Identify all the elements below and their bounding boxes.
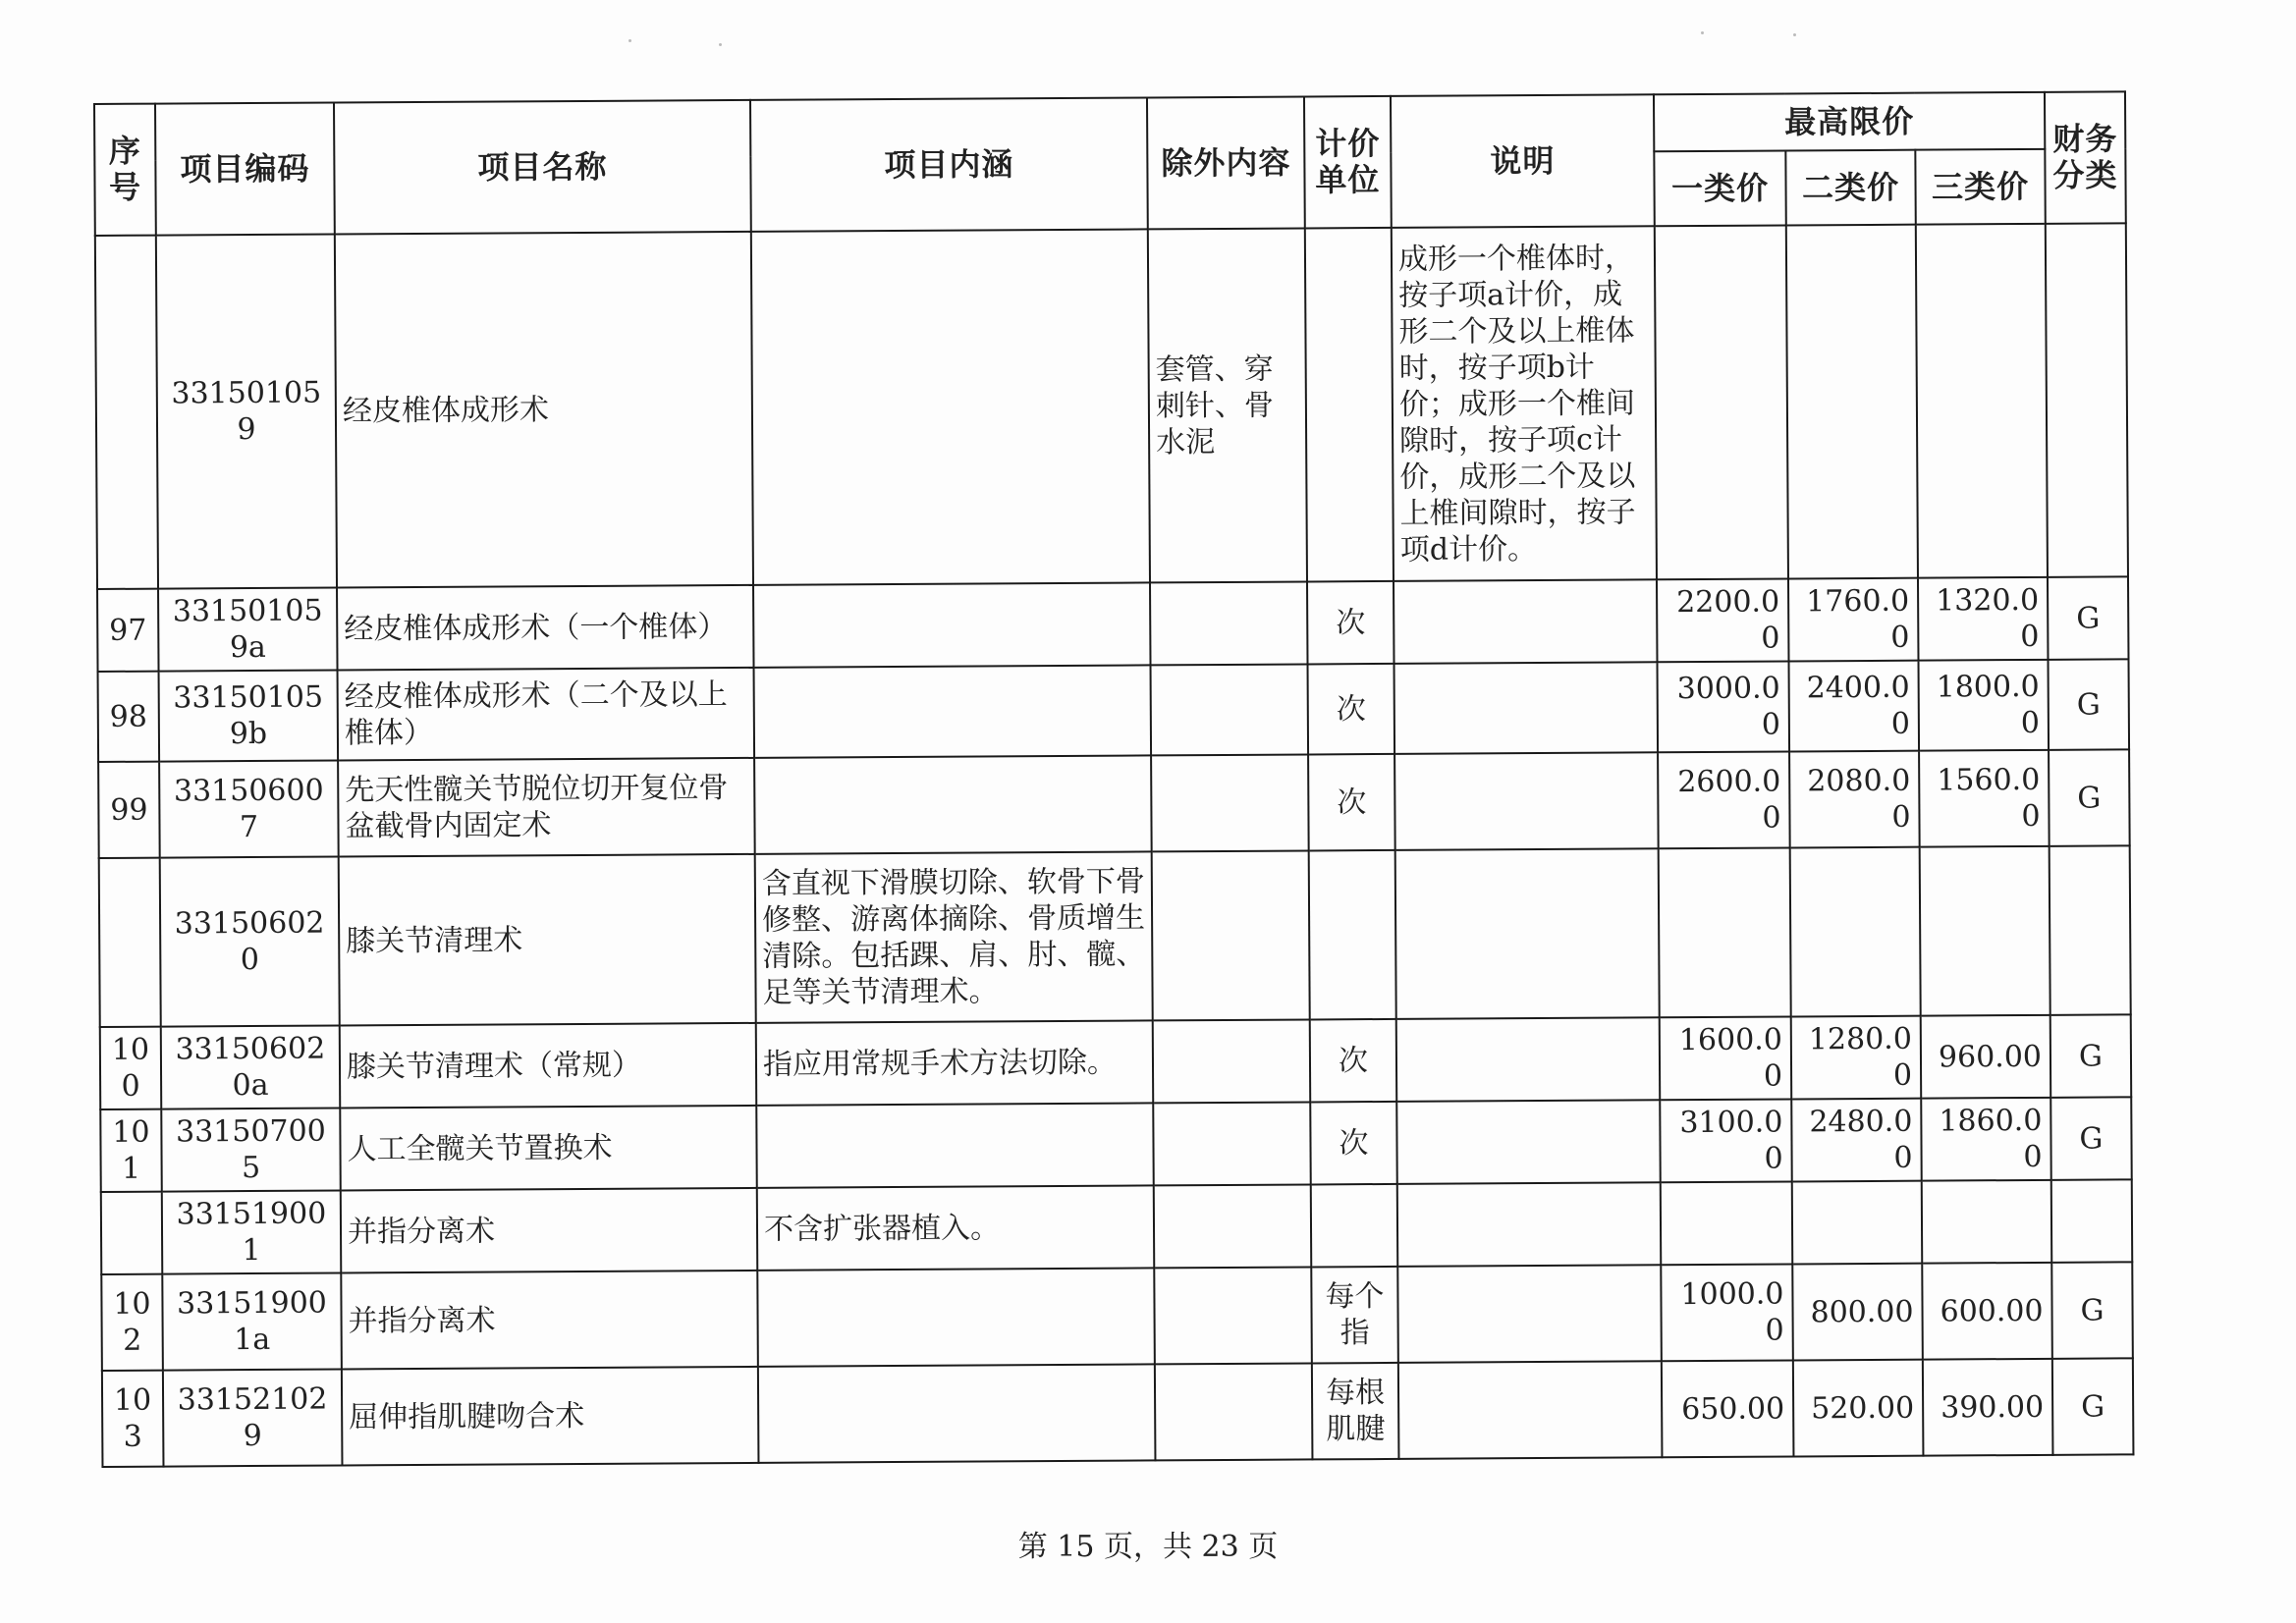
cell-price2: 2480.00	[1791, 1099, 1922, 1182]
cell-price3: 1860.00	[1921, 1098, 2051, 1181]
cell-excluded	[1153, 1102, 1311, 1185]
cell-code: 331506020a	[161, 1025, 341, 1109]
cell-price2	[1792, 1181, 1923, 1265]
table-row	[100, 1097, 2131, 1192]
cell-code: 331519001	[162, 1190, 342, 1273]
cell-price3	[1922, 1180, 2052, 1264]
cell-excluded	[1155, 1363, 1313, 1460]
cell-price3: 960.00	[1921, 1015, 2051, 1099]
cell-excluded	[1154, 1267, 1312, 1364]
cell-unit: 次	[1310, 1019, 1397, 1103]
cell-category: G	[2050, 1097, 2132, 1179]
cell-unit: 次	[1308, 664, 1395, 755]
header-unit: 计价单位	[1304, 96, 1392, 229]
header-price-group: 最高限价	[1654, 92, 2045, 151]
cell-content	[751, 229, 1150, 584]
cell-category	[2051, 1179, 2133, 1262]
cell-name: 先天性髋关节脱位切开复位骨盆截骨内固定术	[338, 758, 755, 857]
table-row	[99, 845, 2131, 1027]
cell-seq	[95, 236, 158, 589]
cell-category: G	[2048, 659, 2129, 749]
cell-seq: 103	[102, 1371, 164, 1467]
cell-unit	[1305, 228, 1394, 582]
table-row	[98, 659, 2130, 762]
cell-price1: 1600.00	[1660, 1016, 1792, 1100]
cell-price2	[1786, 225, 1918, 579]
cell-excluded	[1151, 664, 1309, 755]
cell-note	[1397, 1265, 1662, 1363]
table-row	[101, 1262, 2133, 1371]
cell-seq	[99, 858, 161, 1027]
cell-note	[1396, 1017, 1661, 1102]
cell-price2: 1280.00	[1791, 1016, 1922, 1100]
cell-price1: 3000.00	[1658, 661, 1790, 752]
cell-price3: 600.00	[1922, 1263, 2052, 1360]
cell-price2	[1790, 847, 1921, 1017]
cell-price3	[1916, 224, 2048, 578]
cell-content	[756, 1103, 1154, 1187]
scan-speck	[1701, 31, 1704, 34]
cell-content	[758, 1364, 1156, 1462]
header-code: 项目编码	[155, 103, 335, 236]
cell-content	[757, 1268, 1155, 1366]
cell-name: 经皮椎体成形术（一个椎体）	[337, 585, 754, 671]
cell-seq: 99	[98, 762, 160, 858]
cell-category: G	[2052, 1358, 2134, 1454]
cell-content: 不含扩张器植入。	[757, 1185, 1155, 1270]
table-row	[97, 576, 2128, 672]
scan-speck	[719, 43, 722, 46]
cell-unit: 次	[1307, 581, 1394, 665]
cell-category	[2046, 223, 2128, 576]
header-name: 项目名称	[334, 100, 751, 235]
cell-name: 屈伸指肌腱吻合术	[342, 1367, 759, 1466]
cell-price3: 1560.00	[1919, 750, 2050, 847]
cell-category: G	[2048, 576, 2129, 659]
cell-note	[1395, 848, 1660, 1019]
cell-price1: 1000.00	[1661, 1264, 1793, 1361]
cell-code: 331506020	[160, 856, 340, 1026]
cell-category	[2050, 845, 2131, 1014]
cell-price1	[1659, 847, 1791, 1017]
header-price3: 三类价	[1915, 149, 2045, 225]
cell-seq: 98	[98, 672, 160, 762]
header-note: 说明	[1391, 94, 1655, 228]
scan-speck	[1793, 33, 1796, 36]
cell-code: 331501059	[156, 235, 337, 589]
cell-seq: 97	[97, 589, 159, 672]
cell-name: 膝关节清理术（常规）	[340, 1023, 757, 1109]
scan-speck	[629, 39, 631, 42]
cell-seq: 100	[100, 1027, 162, 1109]
cell-name: 并指分离术	[341, 1271, 758, 1370]
cell-excluded	[1152, 850, 1310, 1020]
cell-excluded	[1150, 581, 1308, 665]
cell-price1	[1661, 1181, 1793, 1265]
header-price1: 一类价	[1654, 150, 1785, 226]
cell-content: 指应用常规手术方法切除。	[756, 1020, 1154, 1105]
cell-name: 经皮椎体成形术（二个及以上椎体）	[338, 668, 755, 761]
cell-price2: 2080.00	[1789, 751, 1920, 848]
cell-price2: 2400.00	[1789, 661, 1920, 752]
fee-table	[93, 90, 2134, 1468]
cell-content	[754, 665, 1152, 757]
cell-note	[1394, 662, 1659, 754]
cell-excluded: 套管、穿刺针、骨水泥	[1148, 228, 1307, 582]
cell-code: 331521029	[163, 1369, 343, 1466]
cell-note	[1398, 1361, 1663, 1459]
cell-price3: 1800.00	[1919, 660, 2050, 751]
cell-price3: 1320.00	[1918, 577, 2049, 661]
cell-code: 331501059b	[159, 670, 339, 761]
cell-note	[1394, 579, 1658, 664]
cell-excluded	[1154, 1184, 1312, 1268]
cell-price1: 650.00	[1662, 1360, 1794, 1457]
header-seq: 序号	[94, 104, 156, 236]
cell-note	[1394, 752, 1659, 850]
cell-excluded	[1151, 754, 1309, 851]
table-row	[95, 223, 2128, 589]
cell-code: 331501059a	[158, 587, 338, 671]
cell-category: G	[2049, 749, 2130, 845]
cell-category: G	[2051, 1262, 2133, 1358]
cell-seq: 102	[101, 1274, 163, 1371]
cell-content	[754, 755, 1152, 853]
cell-price1: 2200.00	[1657, 578, 1789, 662]
cell-name: 人工全髋关节置换术	[340, 1106, 757, 1191]
cell-seq: 101	[100, 1109, 162, 1192]
table-row	[102, 1358, 2134, 1467]
cell-price1: 2600.00	[1658, 751, 1790, 848]
cell-note	[1397, 1182, 1662, 1267]
cell-code: 331506007	[159, 760, 339, 857]
cell-unit	[1309, 850, 1396, 1020]
cell-price3: 390.00	[1923, 1359, 2053, 1456]
cell-price2: 800.00	[1792, 1264, 1923, 1361]
header-excluded: 除外内容	[1147, 96, 1305, 229]
header-content: 项目内涵	[750, 97, 1148, 231]
cell-name: 经皮椎体成形术	[335, 232, 753, 588]
cell-note	[1396, 1100, 1661, 1184]
cell-price3	[1920, 846, 2050, 1016]
table-row	[98, 749, 2130, 858]
cell-name: 膝关节清理术	[339, 854, 756, 1026]
cell-unit: 每个指	[1311, 1267, 1398, 1364]
cell-unit: 每根肌腱	[1312, 1363, 1399, 1460]
cell-name: 并指分离术	[341, 1188, 758, 1273]
table-row	[100, 1014, 2131, 1109]
cell-unit: 次	[1308, 754, 1395, 851]
cell-price1: 3100.00	[1660, 1099, 1792, 1182]
cell-price2: 1760.00	[1788, 578, 1919, 662]
cell-code: 331507005	[161, 1108, 341, 1191]
header-category: 财务分类	[2045, 91, 2126, 223]
cell-code: 331519001a	[162, 1272, 342, 1370]
page-number: 第 15 页，共 23 页	[1017, 1530, 1279, 1564]
cell-content: 含直视下滑膜切除、软骨下骨修整、游离体摘除、骨质增生清除。包括踝、肩、肘、髋、足等关节清理术。	[755, 851, 1153, 1022]
cell-price2: 520.00	[1793, 1360, 1924, 1457]
cell-category: G	[2050, 1014, 2132, 1097]
cell-excluded	[1153, 1019, 1311, 1103]
cell-unit: 次	[1310, 1102, 1397, 1185]
table-row	[101, 1179, 2132, 1274]
cell-note: 成形一个椎体时，按子项a计价，成形二个及以上椎体时，按子项b计价；成形一个椎间隙时，按子项c计价，成形二个及以上椎间隙时，按子项d计价。	[1392, 226, 1657, 581]
cell-seq	[101, 1192, 163, 1274]
cell-unit	[1311, 1184, 1398, 1268]
header-price2: 二类价	[1785, 150, 1915, 226]
cell-price1	[1655, 225, 1788, 579]
cell-content	[753, 582, 1151, 667]
